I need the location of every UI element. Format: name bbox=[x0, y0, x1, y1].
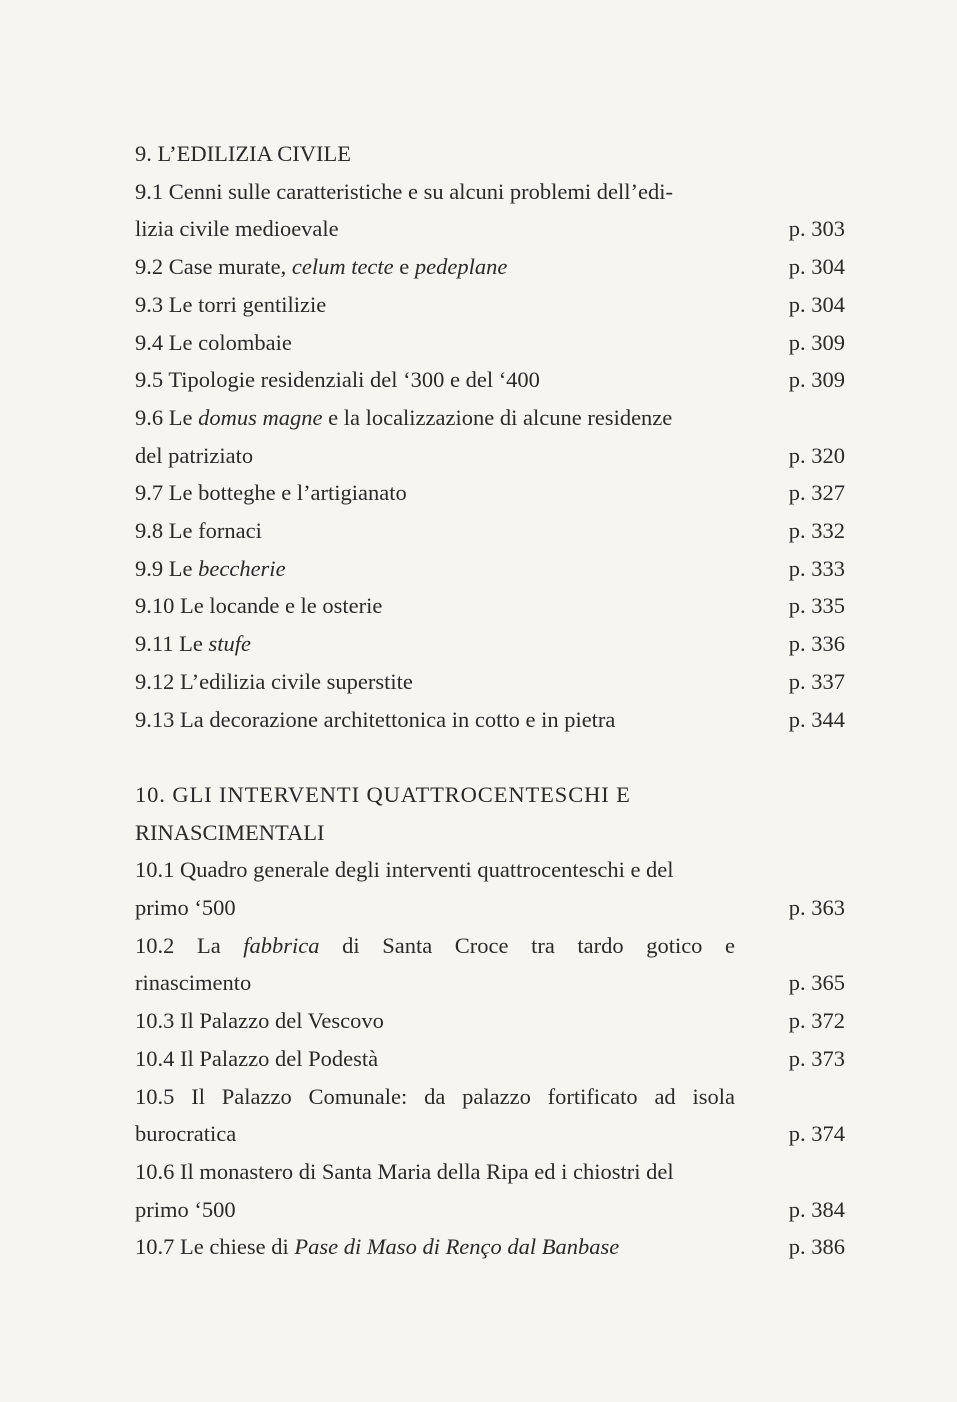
toc-entry-title: 9.9 Le beccherie bbox=[135, 555, 286, 581]
toc-entry-9-10 bbox=[135, 587, 845, 625]
toc-entry-title: 9.10 Le locande e le osterie bbox=[135, 593, 383, 619]
toc-entry-title: 9.8 Le fornaci bbox=[135, 518, 262, 544]
toc-entry-9-3 bbox=[135, 286, 845, 324]
toc-entry-title: 9.4 Le colombaie bbox=[135, 329, 292, 355]
toc-entry-title: 9.11 Le stufe bbox=[135, 631, 252, 657]
toc-page-number: p. 335 bbox=[788, 593, 845, 619]
toc-entry-title: 10.7 Le chiese di Pase di Maso di Renço dal Banbase bbox=[135, 1234, 620, 1260]
section-spacer bbox=[135, 738, 845, 776]
toc-entry-9-12 bbox=[135, 663, 845, 701]
toc-entry-10-2 bbox=[135, 964, 845, 1002]
toc-entry-9-5 bbox=[135, 361, 845, 399]
toc-entry-10-1-line1: 10.1 Quadro generale degli interventi quattrocenteschi e del bbox=[135, 857, 674, 883]
toc-entry-title: 9.7 Le botteghe e l’artigianato bbox=[135, 480, 407, 506]
chapter-10-heading-line1: 10. GLI INTERVENTI QUATTROCENTESCHI E bbox=[135, 781, 631, 807]
toc-entry-title: primo ‘500 bbox=[135, 895, 236, 921]
toc-entry-9-6-line1: 9.6 Le domus magne e la localizzazione di alcune residenze bbox=[135, 404, 673, 430]
toc-entry-9-9 bbox=[135, 550, 845, 588]
toc-entry-title: 10.3 Il Palazzo del Vescovo bbox=[135, 1008, 384, 1034]
toc-page-number: p. 337 bbox=[788, 668, 845, 694]
toc-entry-9-13 bbox=[135, 701, 845, 739]
toc-page-number: p. 333 bbox=[788, 555, 845, 581]
toc-page-number: p. 363 bbox=[788, 895, 845, 921]
toc-page-number: p. 309 bbox=[788, 367, 845, 393]
toc-entry-title: 9.5 Tipologie residenziali del ‘300 e del ‘400 bbox=[135, 367, 540, 393]
toc-page-number: p. 304 bbox=[788, 291, 845, 317]
toc-page-number: p. 386 bbox=[788, 1234, 845, 1260]
toc-entry-10-5-line1: 10.5 Il Palazzo Comunale: da palazzo fortificato ad isola bbox=[135, 1083, 735, 1109]
toc-page-number: p. 373 bbox=[788, 1045, 845, 1071]
toc-entry-title: rinascimento bbox=[135, 970, 252, 996]
toc-page-number: p. 304 bbox=[788, 254, 845, 280]
toc-entry-9-11 bbox=[135, 625, 845, 663]
toc-entry-10-2-line1: 10.2 La fabbrica di Santa Croce tra tardo gotico e bbox=[135, 932, 736, 958]
toc-entry-9-7 bbox=[135, 474, 845, 512]
toc-entry-title: 9.2 Case murate, celum tecte e pedeplane bbox=[135, 254, 508, 280]
toc-page-number: p. 336 bbox=[788, 631, 845, 657]
toc-entry-9-1 bbox=[135, 210, 845, 248]
table-of-contents bbox=[135, 135, 845, 1266]
toc-entry-10-1 bbox=[135, 889, 845, 927]
toc-entry-9-4 bbox=[135, 324, 845, 362]
toc-entry-title: 9.13 La decorazione architettonica in cotto e in pietra bbox=[135, 706, 616, 732]
toc-page-number: p. 372 bbox=[788, 1008, 845, 1034]
toc-entry-10-4 bbox=[135, 1040, 845, 1078]
toc-entry-10-5 bbox=[135, 1115, 845, 1153]
toc-entry-10-7 bbox=[135, 1228, 845, 1266]
toc-page-number: p. 327 bbox=[788, 480, 845, 506]
toc-page-number: p. 320 bbox=[788, 442, 845, 468]
toc-page-number: p. 303 bbox=[788, 216, 845, 242]
toc-entry-10-6-line1: 10.6 Il monastero di Santa Maria della Ripa ed i chiostri del bbox=[135, 1158, 674, 1184]
toc-entry-9-1-line1: 9.1 Cenni sulle caratteristiche e su alcuni problemi dell’edi- bbox=[135, 178, 673, 204]
toc-entry-title: lizia civile medioevale bbox=[135, 216, 339, 242]
toc-entry-title: burocratica bbox=[135, 1121, 237, 1147]
toc-entry-9-8 bbox=[135, 512, 845, 550]
toc-entry-title: 9.12 L’edilizia civile superstite bbox=[135, 668, 413, 694]
chapter-9-heading: 9. L’EDILIZIA CIVILE bbox=[135, 141, 351, 166]
toc-page-number: p. 309 bbox=[788, 329, 845, 355]
toc-entry-10-3 bbox=[135, 1002, 845, 1040]
toc-entry-title: 9.3 Le torri gentilizie bbox=[135, 291, 327, 317]
toc-page-number: p. 332 bbox=[788, 518, 845, 544]
toc-page-number: p. 384 bbox=[788, 1196, 845, 1222]
toc-entry-10-6 bbox=[135, 1191, 845, 1229]
toc-page-number: p. 344 bbox=[788, 706, 845, 732]
toc-page-number: p. 374 bbox=[788, 1121, 845, 1147]
toc-entry-title: del patriziato bbox=[135, 442, 254, 468]
toc-entry-title: primo ‘500 bbox=[135, 1196, 236, 1222]
toc-entry-title: 10.4 Il Palazzo del Podestà bbox=[135, 1045, 379, 1071]
chapter-10-heading-line2: RINASCIMENTALI bbox=[135, 819, 325, 845]
toc-entry-9-2 bbox=[135, 248, 845, 286]
toc-entry-9-6 bbox=[135, 437, 845, 475]
toc-page-number: p. 365 bbox=[788, 970, 845, 996]
